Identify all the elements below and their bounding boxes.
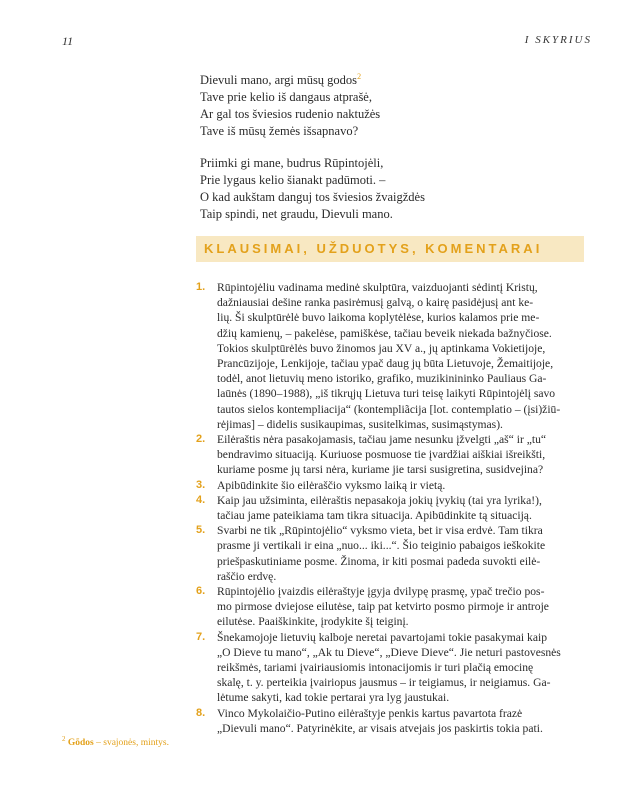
footnote bbox=[62, 735, 169, 748]
question-line: Šnekamojoje lietuvių kalboje neretai pavartojami tokie pasakymai kaip bbox=[217, 630, 547, 644]
section-heading: KLAUSIMAI, UŽDUOTYS, KOMENTARAI bbox=[196, 236, 584, 262]
question-line: Rūpintojėliu vadinama medinė skulptūra, vaizduojanti sėdintį Kristų, bbox=[217, 281, 538, 294]
question-line: tautos sielos kontempliacija“ (kontempliãcija [lot. contemplatio – (įsi)žiū- bbox=[217, 402, 561, 416]
question-line: Svarbi ne tik „Rūpintojėlio“ vyksmo vieta, bet ir visa erdvė. Tam tikra bbox=[217, 524, 543, 538]
question-line: eilutėse. Paaiškinkite, įrodykite šį teiginį. bbox=[217, 615, 409, 629]
question-number: 3. bbox=[196, 478, 206, 491]
question-line: lių. Ši skulptūrėlė buvo laikoma koplytėlėse, kurios kalamos prie me- bbox=[217, 311, 540, 325]
question-number: 5. bbox=[196, 524, 206, 537]
question-item bbox=[196, 478, 586, 493]
footnote-marker: 2 bbox=[62, 735, 66, 743]
question-line: Rūpintojėlio įvaizdis eilėraštyje įgyja dvilypę prasmę, ypač trečio pos- bbox=[217, 585, 545, 599]
question-item bbox=[196, 523, 586, 584]
question-line: reikšmės, tariami įvairiausiomis intonacijomis ir turi plačią emocinę bbox=[217, 661, 534, 675]
questions-list bbox=[196, 280, 586, 736]
poem-line: Dievuli mano, argi mūsų godos$^2$ bbox=[200, 72, 362, 88]
question-line: Tokios skulptūrėlės buvo žinomos jau XV a., jų aptinkama Vokietijoje, bbox=[217, 341, 546, 355]
poem-line: Tave prie kelio iš dangaus atprašė, bbox=[200, 90, 372, 105]
poem-stanza bbox=[200, 68, 560, 140]
question-line: Eilėraštis nėra pasakojamasis, tačiau jame nesunku įžvelgti „aš“ ir „tu“ bbox=[217, 433, 547, 447]
question-line: rėjimas] – didelis susikaupimas, susitelkimas, susimąstymas). bbox=[217, 417, 503, 431]
poem-line: O kad aukštam danguj tos šviesios žvaigždės bbox=[200, 190, 425, 205]
poem-line: Priimki gi mane, budrus Rūpintojėli, bbox=[200, 156, 384, 171]
question-line: kuriame posme jų tarsi nėra, kuriame jie tarsi susigretina, susidvejina? bbox=[217, 463, 544, 477]
page-number: 11 bbox=[62, 34, 74, 48]
question-number: 6. bbox=[196, 585, 206, 598]
question-number: 2. bbox=[196, 433, 206, 446]
question-line: lėtume sakyti, kad tokie pertarai yra lyg jaustukai. bbox=[217, 691, 450, 705]
question-line: „O Dieve tu mano“, „Ak tu Dieve“, „Dieve Dieve“. Jie neturi pastovesnės bbox=[217, 645, 561, 659]
poem-line: Tave iš mūsų žemės išsapnavo? bbox=[200, 124, 359, 139]
question-line: skalę, t. y. perteikia įvairiopus jausmus – ir teigiamus, ir neigiamus. Ga- bbox=[217, 676, 551, 690]
question-line: „Dievuli mano“. Patyrinėkite, ar visais atvejais jos paskirtis tokia pati. bbox=[217, 721, 543, 735]
question-line: laūnės (1890–1988), „iš tikrųjų Lietuva turi teisę laikyti Rūpintojėlį savo bbox=[217, 387, 556, 401]
question-line: Kaip jau užsiminta, eilėraštis nepasakoja jokių įvykių (tai yra lyrika!), bbox=[217, 493, 542, 507]
question-line: prasme ji vertikali ir eina „nuo... iki...“. Šio teiginio pabaigos ieškokite bbox=[217, 539, 546, 553]
question-item bbox=[196, 584, 586, 630]
question-line: raščio erdvę. bbox=[217, 569, 277, 583]
question-line: Vinco Mykolaičio-Putino eilėraštyje penkis kartus pavartota frazė bbox=[217, 706, 523, 720]
footnote-term: Gõdos bbox=[67, 738, 94, 749]
footnote-marker: 2 bbox=[357, 72, 362, 81]
question-line: Prancūzijoje, Lenkijoje, tačiau ypač daug jų būta Lietuvoje, Žemaitijoje, bbox=[217, 357, 554, 371]
question-line: mo pirmose dviejose eilutėse, taip pat ketvirto posmo pirmoje ir antroje bbox=[217, 600, 549, 614]
poem-line: Taip spindi, net graudu, Dievuli mano. bbox=[200, 207, 393, 222]
question-item bbox=[196, 493, 586, 523]
poem bbox=[200, 68, 560, 238]
poem-stanza bbox=[200, 155, 560, 223]
question-item bbox=[196, 432, 586, 478]
question-number: 4. bbox=[196, 493, 206, 506]
poem-line: Ar gal tos šviesios rudenio naktužės bbox=[200, 107, 381, 122]
question-line: tačiau jame pateikiama tam tikra situacija. Apibūdinkite tą situaciją. bbox=[217, 509, 532, 523]
question-line: priešpaskutiniame posme. Žinoma, ir kiti posmai padeda suvokti eilė- bbox=[217, 554, 541, 568]
question-line: dažniausiai dešine ranka pasirėmusį galvą, o kairę pasidėjusį ant ke- bbox=[217, 296, 534, 310]
question-number: 8. bbox=[196, 706, 206, 719]
question-line: bendravimo situaciją. Kuriuose posmuose tie įvardžiai aiškiai išreikšti, bbox=[217, 448, 546, 462]
question-line: džių kamienų, – pakelėse, pamiškėse, tačiau beveik niekada bažnyčiose. bbox=[217, 326, 552, 340]
question-number: 1. bbox=[196, 281, 206, 293]
chapter-title: I SKYRIUS bbox=[524, 34, 592, 46]
question-number: 7. bbox=[196, 630, 206, 643]
question-line: todėl, anot lietuvių meno istoriko, grafiko, muzikinininko Pauliaus Ga- bbox=[217, 372, 547, 386]
question-item bbox=[196, 630, 586, 706]
question-line: Apibūdinkite šio eilėraščio vyksmo laiką ir vietą. bbox=[217, 478, 446, 492]
question-item bbox=[196, 706, 586, 736]
footnote-definition: – svajonės, mintys. bbox=[93, 738, 169, 749]
poem-line: Prie lygaus kelio šianakt padūmoti. – bbox=[200, 173, 386, 188]
question-item bbox=[196, 280, 586, 432]
